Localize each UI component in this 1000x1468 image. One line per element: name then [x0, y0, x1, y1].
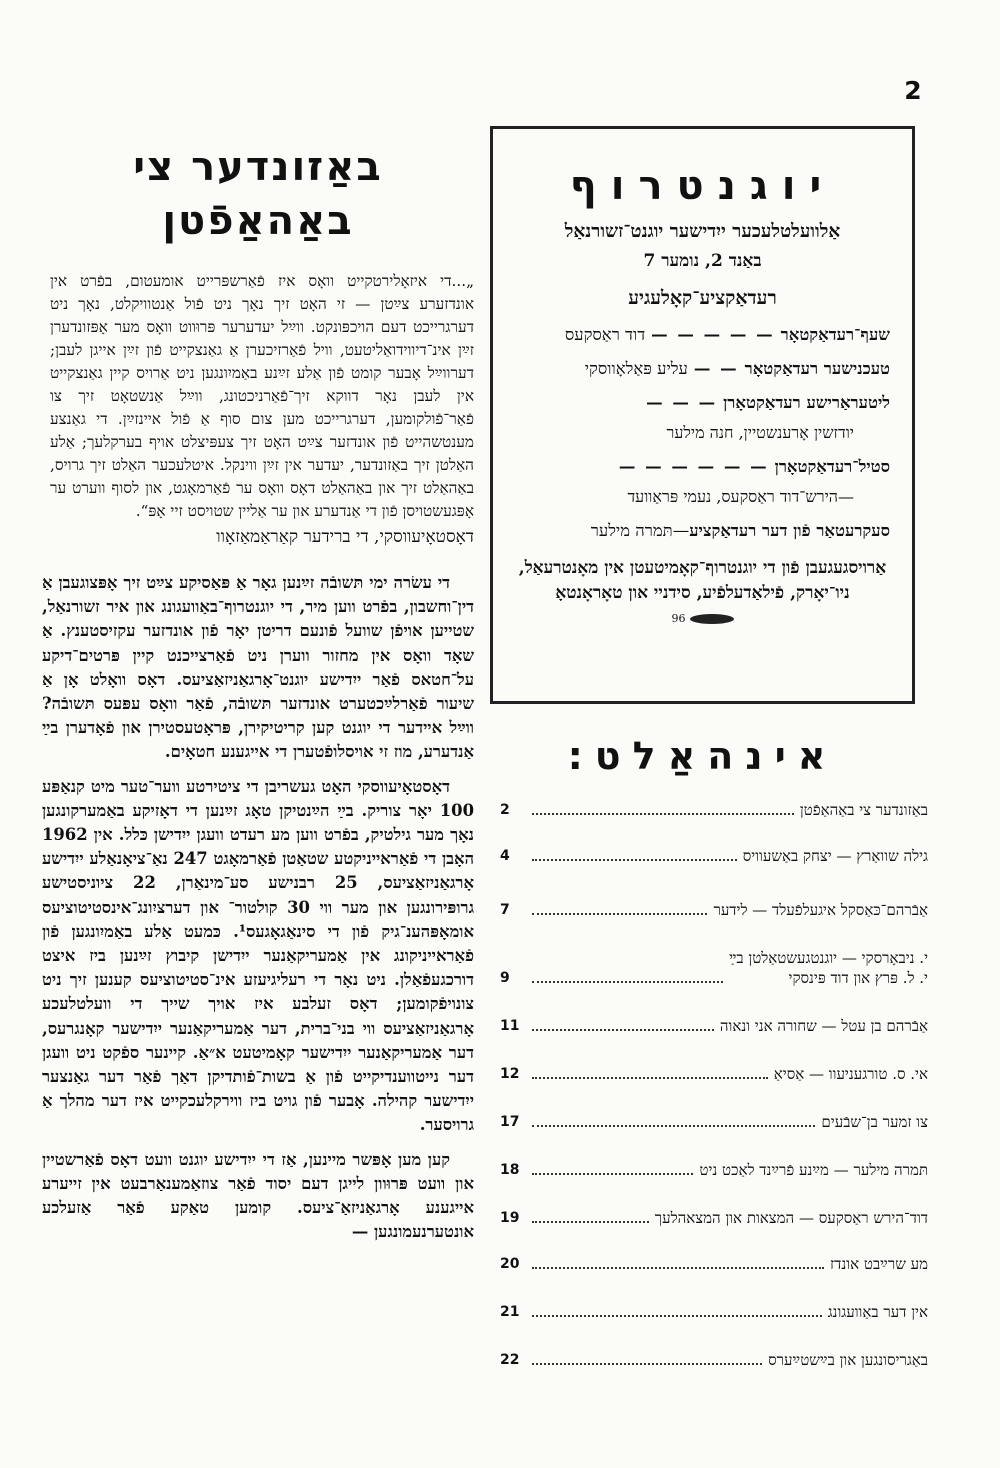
staff-dash: — —	[693, 359, 739, 378]
toc-entry-title: אַבֿרהם־כּאַסקל איגעלפֿעלד — לידער	[713, 901, 928, 919]
magazine-subtitle: אַלוועלטלעכער ייִדישער יוגנט־זשורנאַל	[564, 221, 841, 242]
toc-entry-title-line2: י. ל. פּרץ און דוד פּינסקי	[788, 969, 928, 987]
staff-role: סעקרעטאַר פֿון דער רעדאַקציע	[689, 521, 890, 540]
editorial-board-heading: רעדאַקציע־קאָלעגיע	[628, 287, 777, 309]
toc-page-number: 20	[500, 1256, 520, 1272]
staff-role: טעכנישער רעדאַקטאָר	[744, 359, 890, 378]
epigraph-quote: „...די איזאָלירטקייט וואָס איז פֿאַרשפּרייט אומעטום, בפֿרט אין אונדזערע צײַטן — זי האָט זיך נאָך ניט פֿול אַנטוויקלט, נאָך ניט דערגרייכט דעם הויכפּונקט. ווײַל יעדערער פּרוּווט וואָס מער אָפּזונדערן זײַן אינ־דיווידואַליטעט, וויל פֿאַרזיכערן אַ גאַנצקייט פֿון זײַן אייגן לעבן; דערווײַל אָבער קומט פֿון אַלע זײַנע באַמיִונגען ניט אַרויס קיין גאַנצקייט אין לעבן נאָר דווקא זיך־פֿאַרניכטונג, ווײַל אַנשטאָט זיך צו פֿאַר־פֿולקומען, דערגרייכט מען צום סוף אַ פֿול איינזײַן. די גאַנצע מענטשהייט פֿון אונדזער צײַט האָט זיך צעפּיצלט אויף בערקלעך; אַלע האַלטן זיך באַזונדער, יעדער אין זײַן ווינקל. איטלעכער האַלט זיך גרויס, באַהאַלט זיך און באַהאַלט דאָס וואָס ער פֿאַרמאָגט, און לסוף ווערט ער אָפּגעשטויסן פֿון די אַנדערע און ער אַליין שטויסט זיי אָפּ“.	[50, 272, 474, 520]
toc-leader-dots	[532, 813, 794, 815]
toc-leader-dots	[532, 981, 723, 983]
toc-page-number: 21	[500, 1304, 520, 1320]
toc-entry-title: תּמרה מילער — מײַנע פֿרײַנד לאַכט ניט	[699, 1161, 928, 1179]
toc-entry[interactable]	[500, 1106, 928, 1132]
toc-entry[interactable]	[500, 894, 928, 920]
toc-leader-dots	[532, 1173, 693, 1175]
toc-entry[interactable]	[500, 1154, 928, 1180]
toc-entry[interactable]	[500, 942, 928, 988]
contents-title: אינהאַלט:	[567, 734, 838, 778]
staff-dash: — — —	[646, 393, 718, 412]
toc-leader-dots	[532, 1267, 824, 1269]
staff-role: ליטעראַרישע רעדאַקטאָרן	[723, 393, 890, 412]
toc-entry-title: באַזונדער צי באַהאַפֿטן	[799, 801, 928, 819]
toc-entry-title: צו זמער בן־שבֿעים	[821, 1113, 928, 1131]
toc-page-number: 12	[500, 1066, 520, 1082]
toc-leader-dots	[532, 1221, 649, 1223]
toc-entry[interactable]	[500, 840, 928, 866]
toc-page-number: 19	[500, 1210, 520, 1226]
toc-entry-title: אי. ס. טורגעניעוו — אַסיאַ	[773, 1065, 928, 1083]
magazine-title: יוגנטרוף	[569, 163, 836, 209]
toc-leader-dots	[532, 1077, 768, 1079]
staff-line-technical-editor	[515, 358, 890, 380]
staff-line-style-editors	[515, 456, 890, 478]
issue-info: באַנד 2, נומער 7	[643, 251, 762, 271]
toc-entry[interactable]	[500, 1010, 928, 1036]
toc-leader-dots	[532, 1315, 822, 1317]
staff-line-literary-editors	[515, 392, 890, 414]
literary-editors-names: יודזשין אָרענשטיין, חנה מילער	[666, 423, 854, 442]
toc-leader-dots	[532, 859, 737, 861]
toc-leader-dots	[532, 1029, 714, 1031]
toc-leader-dots	[532, 913, 707, 915]
staff-role: סטיל־רעדאַקטאָרן	[774, 457, 890, 476]
article-paragraph: קען מען אָפּשר מיינען, אַז די ייִדישע יוגנט וועט דאָס פֿאַרשטיין און וועט פּרוּוון לייגן דעם יסוד פֿאַר צוזאַמענאַרבעט אין זייערע אייגענע אָרגאַניזאַ־ציעס. קומען טאַקע פֿאַר אַזעלכע אונטערנעמונגען —	[42, 1149, 474, 1242]
epigraph-source: דאָסטאָיעווסקי, די ברידער קאַראַמאַזאָוו	[216, 527, 474, 547]
leaf-ornament-icon	[690, 614, 734, 624]
article-paragraph: די עשׂרה ימי תּשובֿה זײַנען גאָר אַ פּאַסיקע צײַט זיך אָפּצוגעבן אַ דין־וחשבון, בפֿרט ווען מיר, די יוגנטרוף־באַוועגונג און איר זשורנאַל, שטייען אויפֿן שוועל פֿונעם דריטן יאָר פֿון אונדזער עקזיסטענץ. אַ שאָד וואָס אין מחזור ווערן ניט פֿאַרצייכנט קיין פּרטים־דיקע על־חטאס פֿאַר ייִדישע יוגנט־אָרגאַניזאַציעס. דאָס וואָלט אָן אַ שיעור פֿאַרלײַכטערט אונדזער תּשובֿה, פֿאַר וואָס עפּעס תּשובֿה? ווײַל אײדער די יוגנט קען קריטיקירן, פּראָטעסטירן און פֿאָדערן בײַ אַנדערע, מוז זי אויסלופֿטערן די אייגענע חטאָים.	[42, 573, 474, 762]
masthead-box	[490, 126, 915, 704]
page-number: 2	[904, 76, 922, 105]
toc-entry[interactable]	[500, 1248, 928, 1274]
style-editors-names: —הירש־דוד ראַסקעס, נעמי פּראַוועד	[627, 487, 854, 506]
staff-role: שעף־רעדאַקטאָר	[780, 325, 890, 344]
staff-dash: — — — — —	[651, 325, 775, 344]
toc-entry-title: דוד־הירש ראַסקעס — המצאות און המצאהלעך	[654, 1209, 928, 1227]
toc-entry-title: גילה שוואַרץ — יצחק באַשעוויס	[742, 847, 928, 865]
toc-entry-title	[729, 948, 928, 988]
staff-line-secretary	[515, 520, 890, 542]
toc-entry[interactable]	[500, 1296, 928, 1322]
toc-page-number: 17	[500, 1114, 520, 1130]
ornament	[515, 612, 890, 625]
toc-entry[interactable]	[500, 1344, 928, 1370]
article-title: באַזונדער צי באַהאַפֿטן	[133, 144, 383, 244]
publisher-info: אַרויסגעגעבן פֿון די יוגנטרוף־קאָמיטעטן אין מאָנטרעאַל, ניו־יאָרק, פֿילאַדעלפֿיע, סידניי און טאָראָנטאָ	[518, 558, 887, 603]
toc-entry-title: אין דער באַוועגונג	[827, 1303, 928, 1321]
toc-entry[interactable]	[500, 794, 928, 820]
staff-names: דוד ראַסקעס	[564, 325, 646, 344]
staff-dash: — — — — — —	[618, 457, 769, 476]
toc-entry-title: אַבֿרהם בן עטל — שחורה אני ונאוה	[719, 1017, 928, 1035]
article-paragraph: דאָסטאָיעווסקי האָט געשריבן די ציטירטע ווער־טער מיט קנאַפּע 100 יאָר צוריק. בײַ הײַנטיקן טאָג זײַנען די דאָזיקע באַמערקונגען נאָך מער גילטיק, בפֿרט ווען מע רעדט וועגן ייִדישן כּלל. אין 1962 האָבן די פֿאַראייניקטע שטאַטן פֿאַרמאָגט 247 נאַ־ציאָנאַלע ייִדישע אָרגאַניזאַציעס, 25 רבנישע סע־מינאַרן, 22 ציוניסטישע גרופּירונגען און מער ווי 30 קולטור־ און דערציִונג־אינסטיטוציעס אומאָפּהענ־גיק פֿון די סינאַגאָגעס¹. כּמעט אַלע באַמיִונגען פֿון פֿאַראייניקונג אין אַמעריקאַנער ייִדישן קיבוץ זײַנען ביז איצט דורכגעפֿאַלן. ניט נאָר די רעליגיעזע אינ־סטיטוציעס קענען זיך ניט צונויפֿקומען; דאָס זעלבע איז אויך שייך די וועלטלעכע אָרגאַניזאַציעס ווי בני־ברית, דער אַמעריקאַנער ייִדישער קאָנגרעס, דער אַמעריקאַנער ייִדישער קאָמיטעט א״אַ. קיינער ספֿקט ניט וועגן דער נייטווענדיקייט פֿון אַ בשות־פֿותדיקן דאַך פֿאַר דער גאַנצער ייִדישער קהילה. אָבער פֿון גויט ביז ווירקלעכקייט איז דער מהלך אַ גרויסער.	[42, 776, 475, 1135]
toc-entry-title: מע שרײַבט אונדז	[830, 1255, 928, 1273]
toc-page-number: 7	[500, 902, 510, 918]
toc-leader-dots	[532, 1125, 815, 1127]
toc-entry[interactable]	[500, 1058, 928, 1084]
ornament-number: 96	[671, 612, 686, 625]
toc-page-number: 22	[500, 1352, 520, 1368]
toc-page-number: 11	[500, 1018, 520, 1034]
staff-line-editor-in-chief	[515, 324, 890, 346]
toc-page-number: 2	[500, 802, 510, 818]
toc-entry[interactable]	[500, 1202, 928, 1228]
toc-entry-title-line1: י. ניבאָרסקי — יוגנטגעשטאַלטן בײַ	[729, 949, 928, 967]
toc-page-number: 4	[500, 848, 510, 864]
staff-names: —תּמרה מילער	[590, 521, 690, 540]
toc-page-number: 9	[500, 970, 510, 986]
toc-page-number: 18	[500, 1162, 520, 1178]
toc-leader-dots	[532, 1363, 762, 1365]
toc-entry-title: באַגריסונגען און בײַשטײַערס	[768, 1351, 928, 1369]
staff-names: עליע פּאַלאָווסקי	[584, 359, 688, 378]
article-column	[42, 140, 474, 1254]
